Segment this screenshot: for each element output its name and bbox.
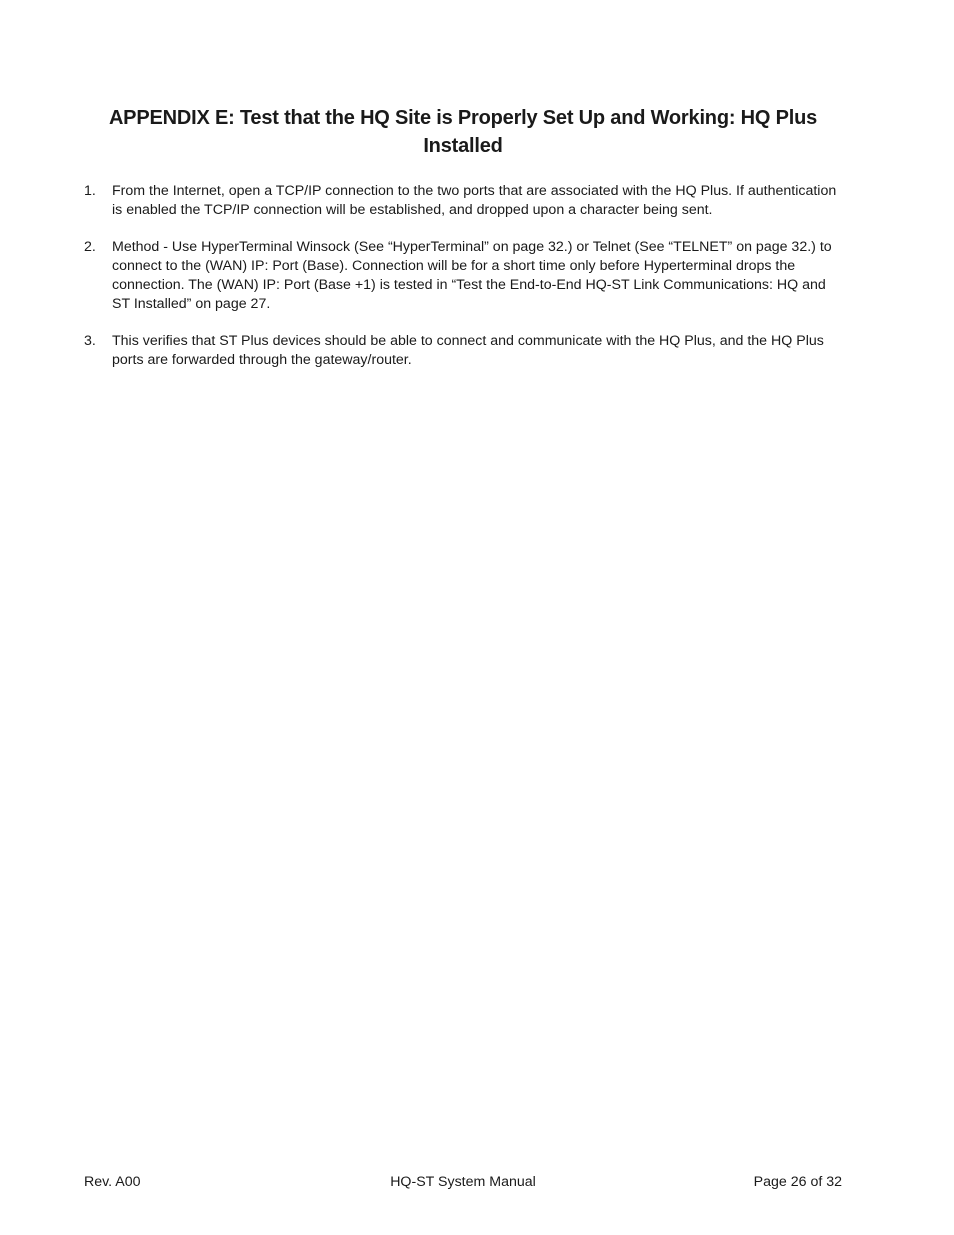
step-text: This verifies that ST Plus devices should be able to connect and communicate with the HQ Plus, and the HQ Plus ports are forwarded through the gateway/router. xyxy=(112,333,824,368)
page-title-line-2: Installed xyxy=(423,135,503,157)
footer-document-title: HQ-ST System Manual xyxy=(390,1174,536,1190)
footer-page-number: Page 26 of 32 xyxy=(753,1174,842,1190)
list-item xyxy=(84,332,844,370)
page-footer xyxy=(84,1173,842,1192)
step-number: 3. xyxy=(84,333,96,349)
step-number: 1. xyxy=(84,183,96,199)
list-item xyxy=(84,182,844,220)
step-text: Method - Use HyperTerminal Winsock (See “HyperTerminal” on page 32.) or Telnet (See “TELNET” on page 32.) to connect to the (WAN) IP: Port (Base). Connection will be for a short time only before Hyperterminal drops the connection. The (WAN) IP: Port (Base +1) is tested in “Test the End-to-End HQ-ST Link Communications: HQ and ST Installed” on page 27. xyxy=(112,239,832,312)
page-title-line-1: APPENDIX E: Test that the HQ Site is Properly Set Up and Working: HQ Plus xyxy=(108,107,818,129)
page-title xyxy=(84,104,842,160)
footer-revision: Rev. A00 xyxy=(84,1174,141,1190)
step-number: 2. xyxy=(84,239,96,255)
steps-list xyxy=(84,182,844,388)
step-text: From the Internet, open a TCP/IP connection to the two ports that are associated with the HQ Plus. If authentication is enabled the TCP/IP connection will be established, and dropped upon a character being sent. xyxy=(112,183,837,218)
list-item xyxy=(84,238,844,314)
